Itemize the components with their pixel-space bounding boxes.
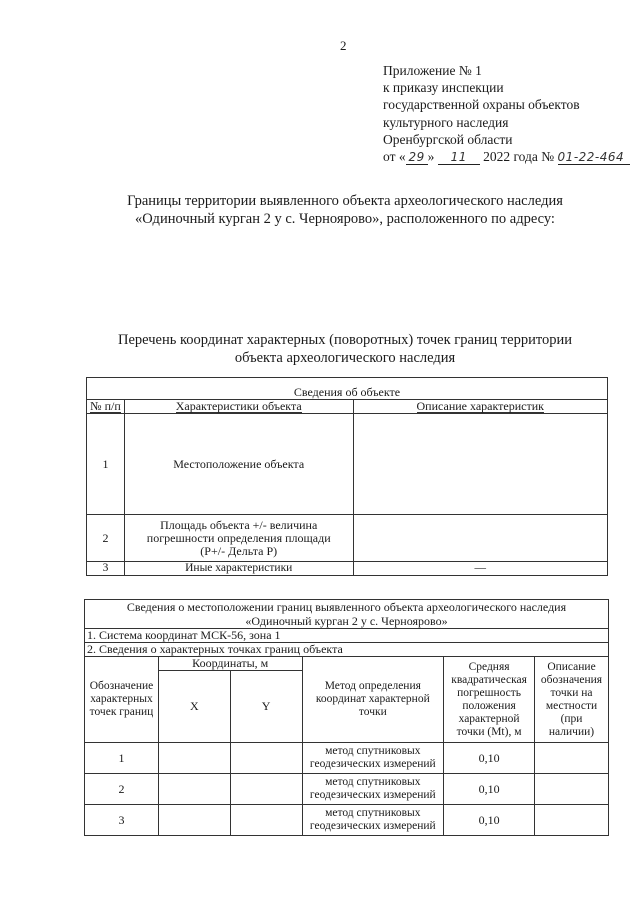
title-line: Границы территории выявленного объекта археологического наследия [127,193,563,209]
table-row [87,562,608,576]
title-line: «Одиночный курган 2 у с. Черноярово», расположенного по адресу: [135,211,555,227]
date-prefix: от « [383,149,406,165]
row-characteristic: Иные характеристики [124,562,353,576]
point-description [535,805,609,836]
point-error: 0,10 [444,743,535,774]
document-title [80,192,610,228]
col-header-y: Y [230,671,302,743]
col-header-method: Метод определения координат характерной точки [302,657,444,743]
point-y [230,743,302,774]
page-number: 2 [340,38,347,53]
appendix-line: культурного наследия [383,114,509,130]
row-number: 2 [87,515,125,562]
appendix-line: Оренбургской области [383,131,513,147]
point-description [535,774,609,805]
boundary-coordinates-table [84,599,609,836]
point-id: 1 [85,743,159,774]
point-method: метод спутниковых геодезических измерений [302,774,444,805]
point-x [158,774,230,805]
subtitle-line: объекта археологического наследия [234,350,456,366]
row-description [353,414,607,515]
col-header-description: Описание характеристик [353,400,607,414]
appendix-header [383,62,630,165]
col-header-x: X [158,671,230,743]
subtitle-line: Перечень координат характерных (поворотных) точек границ территории [117,332,573,348]
row-number: 3 [87,562,125,576]
col-header-number: № п/п [87,400,125,414]
object-info-table [86,377,608,576]
col-header-point-description: Описание обозначения точки на местности (при наличии) [535,657,609,743]
table-row [85,805,609,836]
point-error: 0,10 [444,774,535,805]
appendix-line: к приказу инспекции [383,80,504,96]
row-number: 1 [87,414,125,515]
col-header-error: Средняя квадратическая погрешность положения характерной точки (Mt), м [444,657,535,743]
appendix-line: государственной охраны объектов [383,97,580,113]
row-characteristic: Местоположение объекта [124,414,353,515]
handwritten-day: 29 [406,150,428,165]
point-method: метод спутниковых геодезических измерений [302,743,444,774]
table-row [85,743,609,774]
handwritten-order-number: 01-22-464 [558,150,630,165]
row-characteristic: Площадь объекта +/- величина погрешности определения площади (P+/- Дельта P) [124,515,353,562]
table-row [85,774,609,805]
date-year: 2022 года № [483,149,555,165]
point-id: 3 [85,805,159,836]
date-close-quote: » [427,149,435,165]
point-error: 0,10 [444,805,535,836]
boundary-table-header: Сведения о местоположении границ выявленного объекта археологического наследия «Одиночный курган 2 у с. Черноярово» [85,600,609,629]
table-row [87,414,608,515]
point-y [230,805,302,836]
point-y [230,774,302,805]
table-row [87,515,608,562]
col-header-characteristics: Характеристики объекта [124,400,353,414]
handwritten-month: 11 [438,150,480,165]
point-method: метод спутниковых геодезических измерений [302,805,444,836]
points-info-row: 2. Сведения о характерных точках границ объекта [85,643,609,657]
appendix-line: Приложение № 1 [383,63,482,78]
coordinate-system-row: 1. Система координат МСК-56, зона 1 [85,629,609,643]
coordinates-list-title [80,331,610,367]
point-description [535,743,609,774]
object-info-header: Сведения об объекте [87,378,608,400]
point-x [158,805,230,836]
row-description: — [353,562,607,576]
appendix-date-line [383,148,630,165]
point-id: 2 [85,774,159,805]
point-x [158,743,230,774]
row-description [353,515,607,562]
col-header-coordinates: Координаты, м [158,657,302,671]
col-header-designation: Обозначение характерных точек границ [85,657,159,743]
